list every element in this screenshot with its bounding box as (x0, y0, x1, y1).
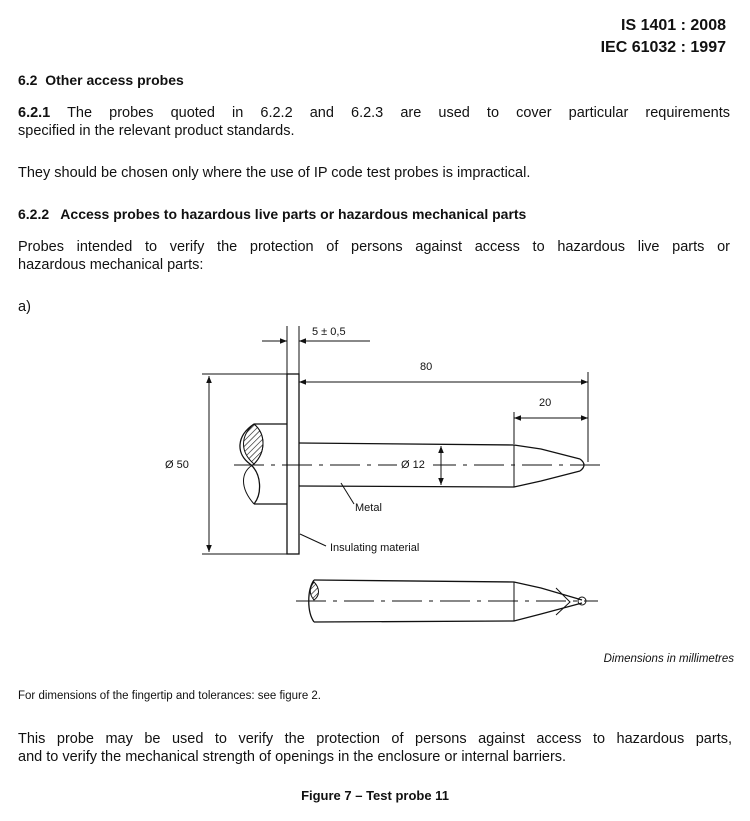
standard-number-iec: IEC 61032 : 1997 (600, 39, 726, 56)
insulating-material-label: Insulating material (330, 542, 420, 554)
units-note: Dimensions in millimetres (603, 653, 734, 665)
paragraph-621-line1: 6.2.1 The probes quoted in 6.2.2 and 6.2.3 are used to cover particular requirements (18, 105, 730, 121)
paragraph-621-line2: specified in the relevant product standards. (18, 123, 295, 139)
metal-label: Metal (355, 502, 382, 514)
dim-length-label: 80 (420, 361, 433, 373)
section-number: 6.2 (18, 72, 38, 88)
subsection-title: Access probes to hazardous live parts or hazardous mechanical parts (60, 206, 527, 222)
dim-dia12-label: Ø 12 (401, 459, 425, 471)
shaft-bottom (299, 471, 580, 487)
insulating-flange (287, 374, 299, 554)
usage-line1: This probe may be used to verify the protection of persons against access to hazardous parts, (18, 731, 732, 747)
paragraph-choose: They should be chosen only where the use of IP code test probes is impractical. (18, 165, 531, 181)
dim-tip-label: 20 (539, 397, 552, 409)
section-title: Other access probes (45, 72, 184, 88)
item-a-label: a) (18, 299, 31, 315)
shaft-top (299, 443, 580, 459)
standard-number-is: IS 1401 : 2008 (621, 17, 726, 34)
probe-view2-top (314, 580, 582, 600)
figure-caption: Figure 7 – Test probe 11 (301, 788, 449, 803)
probes-line1: Probes intended to verify the protection of persons against access to hazardous live parts or (18, 239, 730, 255)
fingertip-note: For dimensions of the fingertip and tolerances: see figure 2. (18, 690, 322, 702)
subsection-number: 6.2.2 (18, 206, 50, 222)
usage-line2: and to verify the mechanical strength of openings in the enclosure or internal barriers. (18, 749, 567, 765)
dim-flange-label: 5 ± 0,5 (312, 326, 346, 338)
dim-dia50-label: Ø 50 (165, 459, 189, 471)
paragraph-621-number: 6.2.1 (18, 105, 51, 121)
probes-line2: hazardous mechanical parts: (18, 257, 204, 273)
